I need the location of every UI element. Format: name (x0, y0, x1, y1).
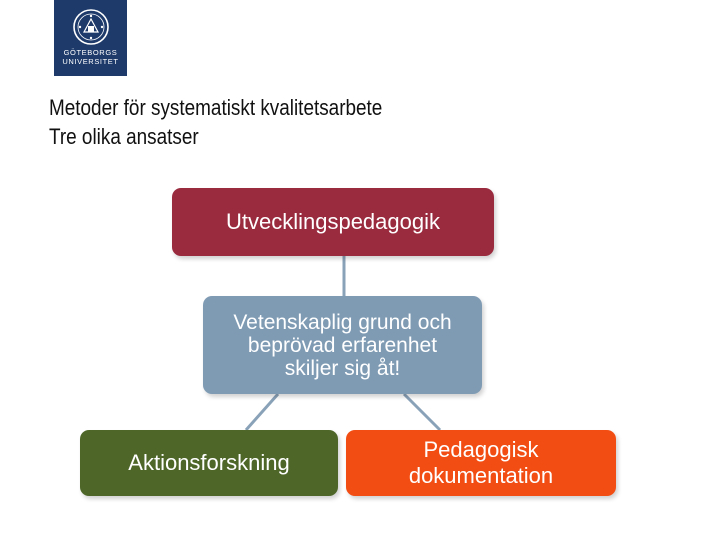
node-right-label: Pedagogisk dokumentation (408, 437, 554, 488)
title-line-1: Metoder för systematiskt kvalitetsarbete (49, 95, 383, 120)
node-pedagogisk-dokumentation (346, 430, 616, 496)
connector-middle-left (246, 394, 278, 430)
logo-text: GÖTEBORGS UNIVERSITET (62, 48, 119, 66)
title-line-2: Tre olika ansatser (49, 124, 199, 149)
node-top-label: Utvecklingspedagogik (225, 209, 441, 234)
node-aktionsforskning (80, 430, 338, 496)
node-utvecklingspedagogik (172, 188, 494, 256)
node-left-label: Aktionsforskning (128, 450, 290, 475)
connector-middle-right (404, 394, 440, 430)
node-middle-label: Vetenskaplig grund och beprövad erfarenhet skiljer sig åt! (233, 310, 452, 380)
node-vetenskaplig-grund (203, 296, 482, 394)
